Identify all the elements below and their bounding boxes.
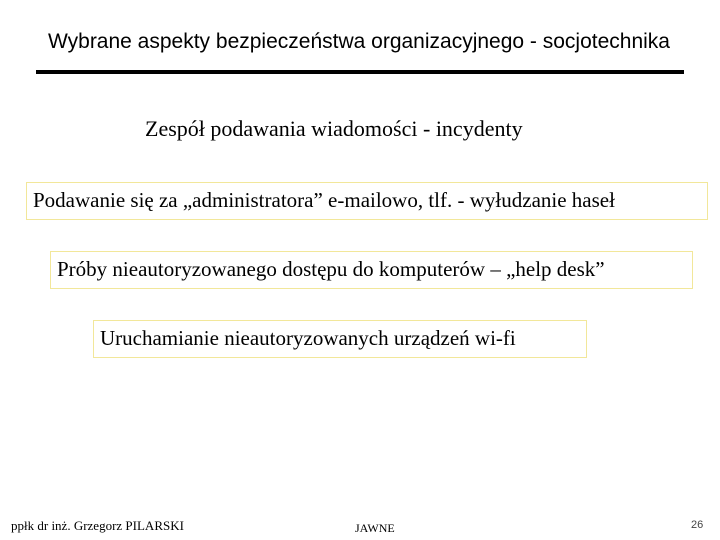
- footer-classification: JAWNE: [355, 521, 395, 535]
- incident-item-unauthorized-access: Próby nieautoryzowanego dostępu do komputerów – „help desk”: [50, 251, 693, 289]
- page-number: 26: [691, 519, 704, 531]
- slide-title: Wybrane aspekty bezpieczeństwa organizacyjnego - socjotechnika: [48, 30, 670, 53]
- incident-item-impersonation: Podawanie się za „administratora” e-mailowo, tlf. - wyłudzanie haseł: [26, 182, 708, 220]
- footer-author: ppłk dr inż. Grzegorz PILARSKI: [11, 518, 184, 533]
- slide-subtitle: Zespół podawania wiadomości - incydenty: [145, 116, 523, 141]
- title-underline: [36, 70, 684, 74]
- incident-item-rogue-wifi: Uruchamianie nieautoryzowanych urządzeń wi-fi: [93, 320, 587, 358]
